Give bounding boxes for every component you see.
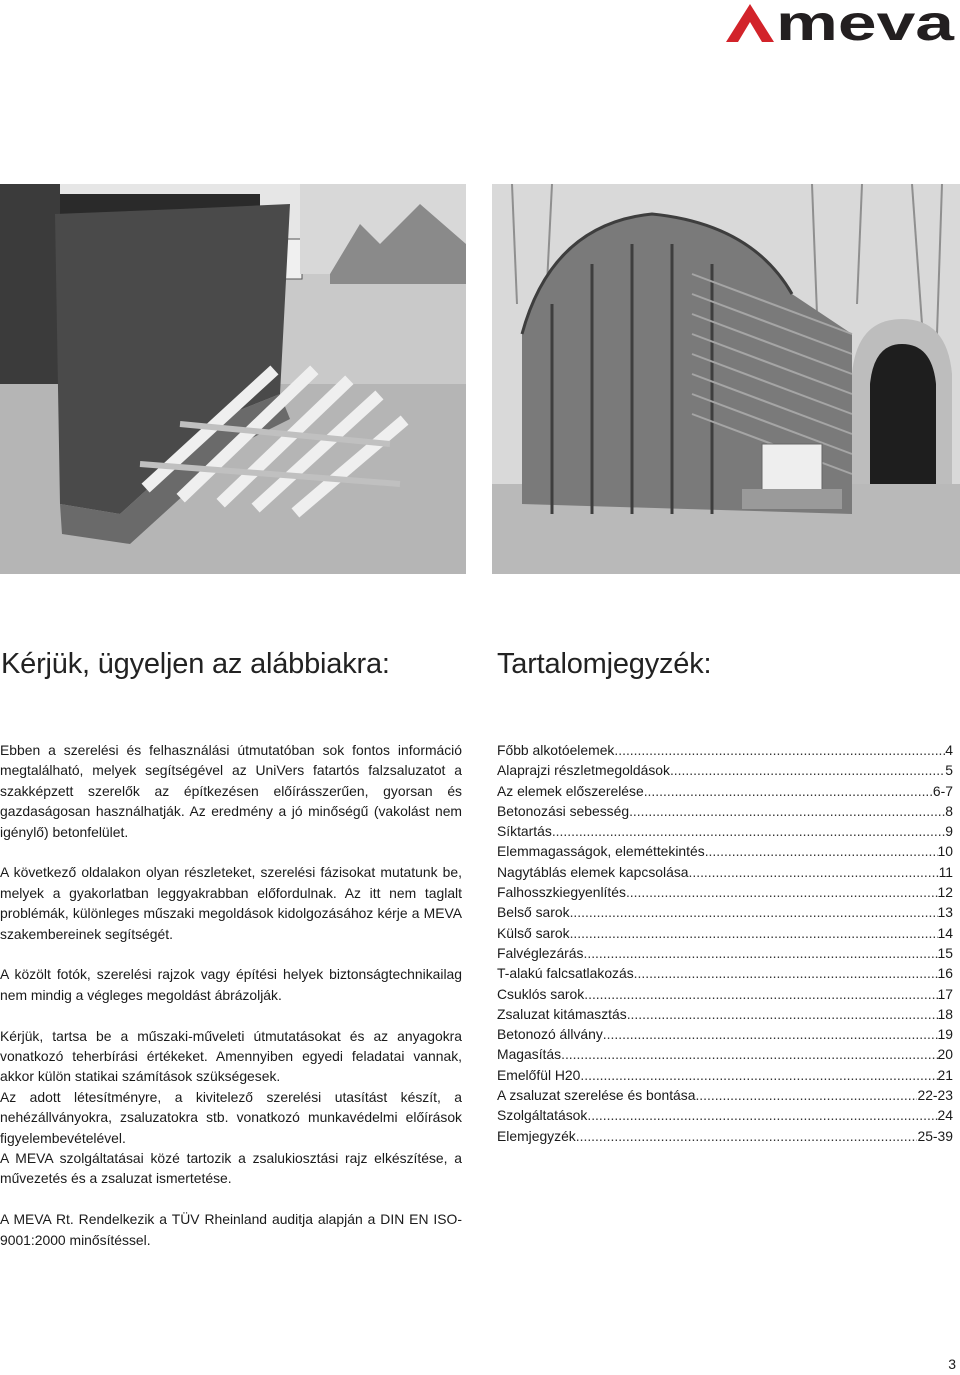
toc-item[interactable]: Az elemek előszerelése ..... 6-7 <box>497 783 953 803</box>
certification-paragraph: A MEVA Rt. Rendelkezik a TÜV Rheinland auditja alapján a DIN EN ISO-9001:2000 minősítéssel. <box>0 1211 462 1248</box>
load-values-paragraph: Kérjük, tartsa be a műszaki-műveleti útmutatásokat és az anyagokra vonatkozó teherbírási értékeket. Amennyiben egyedi feladatai vannak, akkor külön statikai számítások szükségesek. <box>0 1027 462 1085</box>
safety-paragraph: Az adott létesítményre, a kivitelező szerelési utasítást készít, a nehézállványokra, zsaluzatokra stb. vonatkozó munkavédelmi előírások figyelembevételével. <box>0 1088 462 1146</box>
meva-logo <box>726 2 956 44</box>
logo-triangle-icon <box>726 4 774 42</box>
toc-item[interactable]: Csuklós sarok ..... 17 <box>497 986 953 1006</box>
toc-item[interactable]: Belső sarok ..... 13 <box>497 904 953 924</box>
photos-paragraph: A közölt fotók, szerelési rajzok vagy építési helyek biztonságtechnikailag nem mindig a végleges megoldást ábrázolják. <box>0 966 462 1003</box>
notice-heading: Kérjük, ügyeljen az alábbiakra: <box>1 648 390 680</box>
toc-item[interactable]: A zsaluzat szerelése és bontása ..... 22-23 <box>497 1087 953 1107</box>
toc-heading: Tartalomjegyzék: <box>497 648 712 680</box>
toc-item[interactable]: T-alakú falcsatlakozás ..... 16 <box>497 965 953 985</box>
toc-item[interactable]: Síktartás ..... 9 <box>497 823 953 843</box>
toc-item[interactable]: Betonozó állvány ..... 19 <box>497 1026 953 1046</box>
intro-paragraph: Ebben a szerelési és felhasználási útmutatóban sok fontos információ megtalálható, melyek segítségével az UniVers fatartós falzsaluzatot a szakképzett szerelők az építkezésen előírásszerűen, gyorsan és gazdaságosan használhatják. Az eredmény a jó minőségű (vakolást nem igénylő) betonfelület. <box>0 742 462 840</box>
toc-item[interactable]: Falhosszkiegyenlítés ..... 12 <box>497 884 953 904</box>
toc-item[interactable]: Nagytáblás elemek kapcsolása ..... 11 <box>497 864 953 884</box>
toc-item[interactable]: Zsaluzat kitámasztás ..... 18 <box>497 1006 953 1026</box>
table-of-contents <box>497 742 953 1148</box>
toc-item[interactable]: Betonozási sebesség ..... 8 <box>497 803 953 823</box>
toc-item[interactable]: Alaprajzi részletmegoldások ..... 5 <box>497 762 953 782</box>
toc-item[interactable]: Elemmagasságok, eleméttekintés ..... 10 <box>497 843 953 863</box>
toc-item[interactable]: Szolgáltatások ..... 24 <box>497 1107 953 1127</box>
notice-text <box>0 740 462 1270</box>
page-number: 3 <box>948 1356 956 1372</box>
tunnel-formwork-photo <box>492 184 960 574</box>
toc-item[interactable]: Főbb alkotóelemek ..... 4 <box>497 742 953 762</box>
toc-item[interactable]: Elemjegyzék ..... 25-39 <box>497 1128 953 1148</box>
services-paragraph: A MEVA szolgáltatásai közé tartozik a zsalukiosztási rajz elkészítése, a művezetés és a zsaluzat ismertetése. <box>0 1150 462 1187</box>
details-paragraph: A következő oldalakon olyan részleteket, szerelési fázisokat mutatunk be, melyek a gyakorlatban leggyakrabban előfordulnak. Az itt nem taglalt problémák, különleges műszaki megoldások kidolgozásához kérje a MEVA szakembereinek segítségét. <box>0 864 462 942</box>
formwork-panel-photo <box>0 184 466 574</box>
toc-item[interactable]: Emelőfül H20 ..... 21 <box>497 1067 953 1087</box>
toc-item[interactable]: Falvéglezárás ..... 15 <box>497 945 953 965</box>
logo-wordmark: meva <box>776 2 956 44</box>
toc-item[interactable]: Magasítás ..... 20 <box>497 1046 953 1066</box>
toc-item[interactable]: Külső sarok ..... 14 <box>497 925 953 945</box>
